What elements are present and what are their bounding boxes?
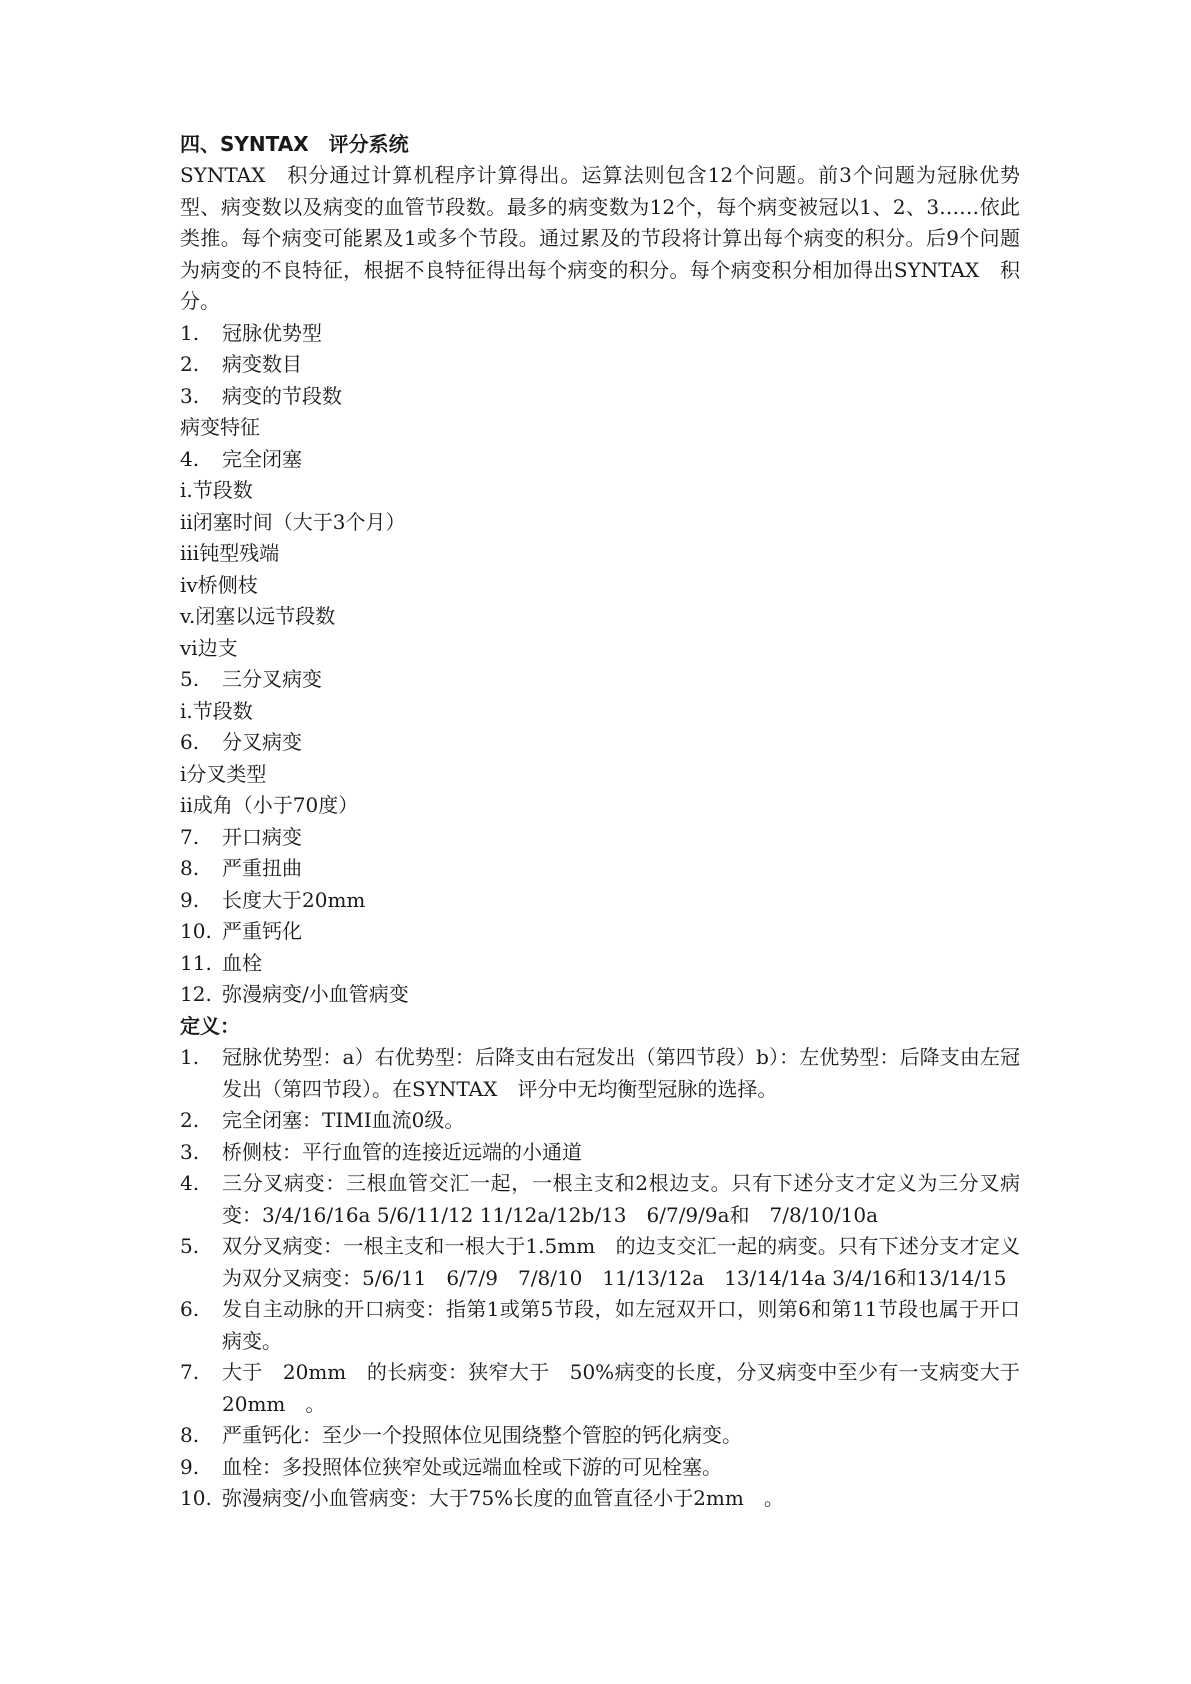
- list-item-number: 6.: [180, 730, 200, 754]
- list-item-number: 12.: [180, 982, 212, 1006]
- list-item: [180, 696, 1020, 728]
- list-item-text: 分叉病变: [222, 730, 302, 754]
- list-item: [180, 444, 1020, 476]
- list-item-text: ii闭塞时间（大于3个月）: [180, 509, 406, 534]
- list-item-number: 3.: [180, 383, 200, 408]
- definition-item: [180, 1452, 1020, 1484]
- definition-number: 5.: [180, 1234, 200, 1258]
- definition-number: 7.: [180, 1360, 200, 1384]
- definition-number: 1.: [180, 1045, 200, 1069]
- list-item-text: 病变特征: [180, 415, 260, 439]
- list-item: [180, 507, 1020, 539]
- definition-item: [180, 1294, 1020, 1357]
- list-item-text: 血栓: [222, 950, 262, 975]
- list-item-text: i.节段数: [180, 698, 253, 723]
- definition-item: [180, 1483, 1020, 1515]
- list-item-number: 9.: [180, 887, 200, 912]
- list-item: [180, 727, 1020, 759]
- list-item-text: 病变数目: [222, 352, 302, 376]
- list-item: [180, 633, 1020, 665]
- list-item-text: 弥漫病变/小血管病变: [222, 982, 409, 1006]
- definition-item: [180, 1420, 1020, 1452]
- section-title: 四、SYNTAX 评分系统: [180, 132, 409, 156]
- list-item-number: 4.: [180, 446, 200, 471]
- definition-number: 8.: [180, 1423, 200, 1447]
- definition-item: [180, 1137, 1020, 1169]
- list-item: [180, 412, 1020, 444]
- list-item-text: 完全闭塞: [222, 446, 302, 471]
- list-item: [180, 853, 1020, 885]
- definitions-title: 定义：: [180, 1013, 240, 1038]
- list-item: [180, 381, 1020, 413]
- list-item: [180, 790, 1020, 822]
- list-item-text: 病变的节段数: [222, 383, 342, 408]
- list-item-text: vi边支: [180, 635, 238, 660]
- list-item-text: iii钝型残端: [180, 541, 280, 565]
- list-item: [180, 570, 1020, 602]
- list-item-number: 8.: [180, 856, 200, 880]
- list-item: [180, 318, 1020, 350]
- list-item: [180, 948, 1020, 980]
- list-item-text: 开口病变: [222, 824, 302, 849]
- list-item-number: 1.: [180, 320, 200, 345]
- definition-text: 大于 20mm 的长病变：狭窄大于 50%病变的长度，分叉病变中至少有一支病变大于20mm 。: [222, 1360, 1020, 1416]
- list-item: [180, 538, 1020, 570]
- list-item: [180, 601, 1020, 633]
- definition-text: 严重钙化：至少一个投照体位见围绕整个管腔的钙化病变。: [222, 1423, 742, 1447]
- definition-text: 双分叉病变：一根主支和一根大于1.5mm 的边支交汇一起的病变。只有下述分支才定义为双分叉病变：5/6/11 6/7/9 7/8/10 11/13/12a 13/14/14a 3/4/16和13/14/15: [222, 1234, 1020, 1290]
- list-item: [180, 979, 1020, 1011]
- list-item-text: 严重扭曲: [222, 856, 302, 880]
- definition-item: [180, 1105, 1020, 1137]
- definition-number: 10.: [180, 1486, 212, 1510]
- definition-number: 4.: [180, 1171, 200, 1195]
- definition-text: 血栓：多投照体位狭窄处或远端血栓或下游的可见栓塞。: [222, 1454, 722, 1479]
- definition-number: 3.: [180, 1139, 200, 1164]
- document-page: [180, 128, 1020, 1515]
- definitions-list: [180, 1042, 1020, 1515]
- list-item-number: 7.: [180, 824, 200, 849]
- list-item-number: 2.: [180, 352, 200, 376]
- list-item-text: i分叉类型: [180, 761, 267, 786]
- list-item: [180, 475, 1020, 507]
- definition-item: [180, 1042, 1020, 1105]
- list-item-text: 严重钙化: [222, 919, 302, 943]
- intro-paragraph: SYNTAX 积分通过计算机程序计算得出。运算法则包含12个问题。前3个问题为冠脉优势型、病变数以及病变的血管节段数。最多的病变数为12个，每个病变被冠以1、2、3……依此类推。每个病变可能累及1或多个节段。通过累及的节段将计算出每个病变的积分。后9个问题为病变的不良特征，根据不良特征得出每个病变的积分。每个病变积分相加得出SYNTAX 积分。: [180, 163, 1020, 313]
- list-item-text: i.节段数: [180, 478, 253, 502]
- list-item-number: 11.: [180, 950, 212, 975]
- definition-item: [180, 1231, 1020, 1294]
- list-item: [180, 916, 1020, 948]
- list-item-text: 冠脉优势型: [222, 320, 322, 345]
- definition-number: 6.: [180, 1297, 200, 1321]
- definition-text: 完全闭塞：TIMI血流0级。: [222, 1108, 465, 1132]
- definition-text: 发自主动脉的开口病变：指第1或第5节段，如左冠双开口，则第6和第11节段也属于开口病变。: [222, 1297, 1020, 1353]
- definition-text: 桥侧枝：平行血管的连接近远端的小通道: [222, 1139, 582, 1164]
- definition-text: 弥漫病变/小血管病变：大于75%长度的血管直径小于2mm 。: [222, 1486, 784, 1510]
- criteria-list: [180, 318, 1020, 1011]
- list-item-text: 三分叉病变: [222, 667, 322, 691]
- list-item-text: 长度大于20mm: [222, 887, 366, 912]
- list-item: [180, 822, 1020, 854]
- list-item-number: 10.: [180, 919, 212, 943]
- definition-item: [180, 1168, 1020, 1231]
- definition-number: 2.: [180, 1108, 200, 1132]
- list-item: [180, 664, 1020, 696]
- definition-number: 9.: [180, 1454, 200, 1479]
- list-item-text: iv桥侧枝: [180, 572, 258, 597]
- list-item: [180, 349, 1020, 381]
- definition-text: 三分叉病变：三根血管交汇一起，一根主支和2根边支。只有下述分支才定义为三分叉病变：3/4/16/16a 5/6/11/12 11/12a/12b/13 6/7/9/9a和 7/8/10/10a: [222, 1171, 1020, 1227]
- list-item-text: v.闭塞以远节段数: [180, 604, 336, 628]
- list-item-number: 5.: [180, 667, 200, 691]
- definition-item: [180, 1357, 1020, 1420]
- list-item: [180, 759, 1020, 791]
- list-item: [180, 885, 1020, 917]
- list-item-text: ii成角（小于70度）: [180, 793, 359, 817]
- definition-text: 冠脉优势型：a）右优势型：后降支由右冠发出（第四节段）b）：左优势型：后降支由左冠发出（第四节段）。在SYNTAX 评分中无均衡型冠脉的选择。: [222, 1045, 1020, 1101]
